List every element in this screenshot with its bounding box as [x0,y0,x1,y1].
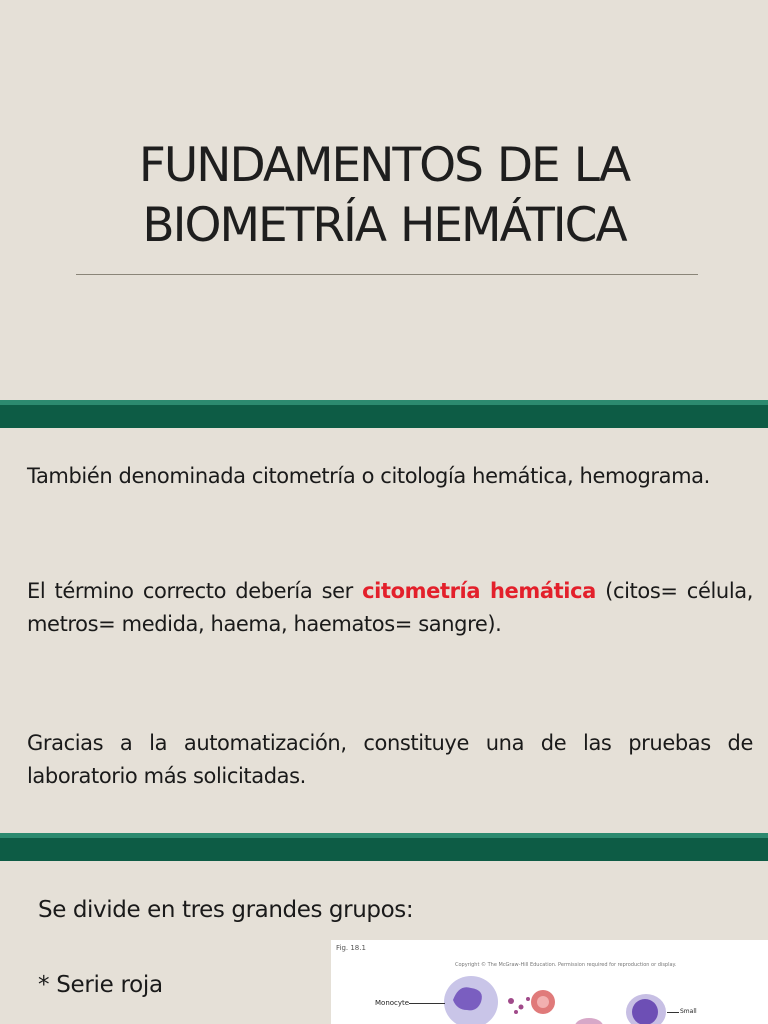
lymphocyte-leader-line [667,1012,679,1013]
title-slide [0,0,768,398]
platelet [526,997,530,1001]
slide-separator [0,833,768,861]
platelet [519,1005,524,1010]
monocyte-label: Monocyte [375,999,410,1007]
title-line-2: BIOMETRÍA HEMÁTICA [142,198,626,253]
paragraph-definition: También denominada citometría o citología hemática, hemograma. [27,464,710,488]
blood-cells-illustration [331,940,768,1024]
red-blood-cell-center [537,996,549,1008]
highlighted-term: citometría hemática [362,579,596,603]
paragraph-automation: Gracias a la automatización, constituye una de las pruebas de laboratorio más solicitadas. [27,731,753,788]
title-line-1: FUNDAMENTOS DE LA [138,138,630,193]
paragraph-correct-term [27,575,753,641]
separator-bar [0,838,768,861]
correct-term-etymology: (citos= célula, metros= medida, haema, haematos= sangre). [27,579,753,636]
page-title [0,136,768,256]
slide-separator [0,400,768,428]
lymphocyte-nucleus [632,999,658,1024]
platelet [514,1010,518,1014]
separator-bar [0,405,768,428]
groups-intro: Se divide en tres grandes grupos: [38,897,414,923]
partial-cell [575,1018,603,1024]
bullet-serie-roja: * Serie roja [38,972,163,998]
blood-cells-figure [331,940,768,1024]
title-divider [76,274,698,275]
definition-slide [0,432,768,832]
figure-label: Fig. 18.1 [336,944,366,952]
monocyte-leader-line [409,1003,445,1004]
correct-term-intro: El término correcto debería ser [27,579,363,603]
platelet [508,998,514,1004]
small-lymphocyte-label: Small [680,1008,697,1015]
figure-copyright: Copyright © The McGraw-Hill Education. Permission required for reproduction or display. [455,962,677,968]
